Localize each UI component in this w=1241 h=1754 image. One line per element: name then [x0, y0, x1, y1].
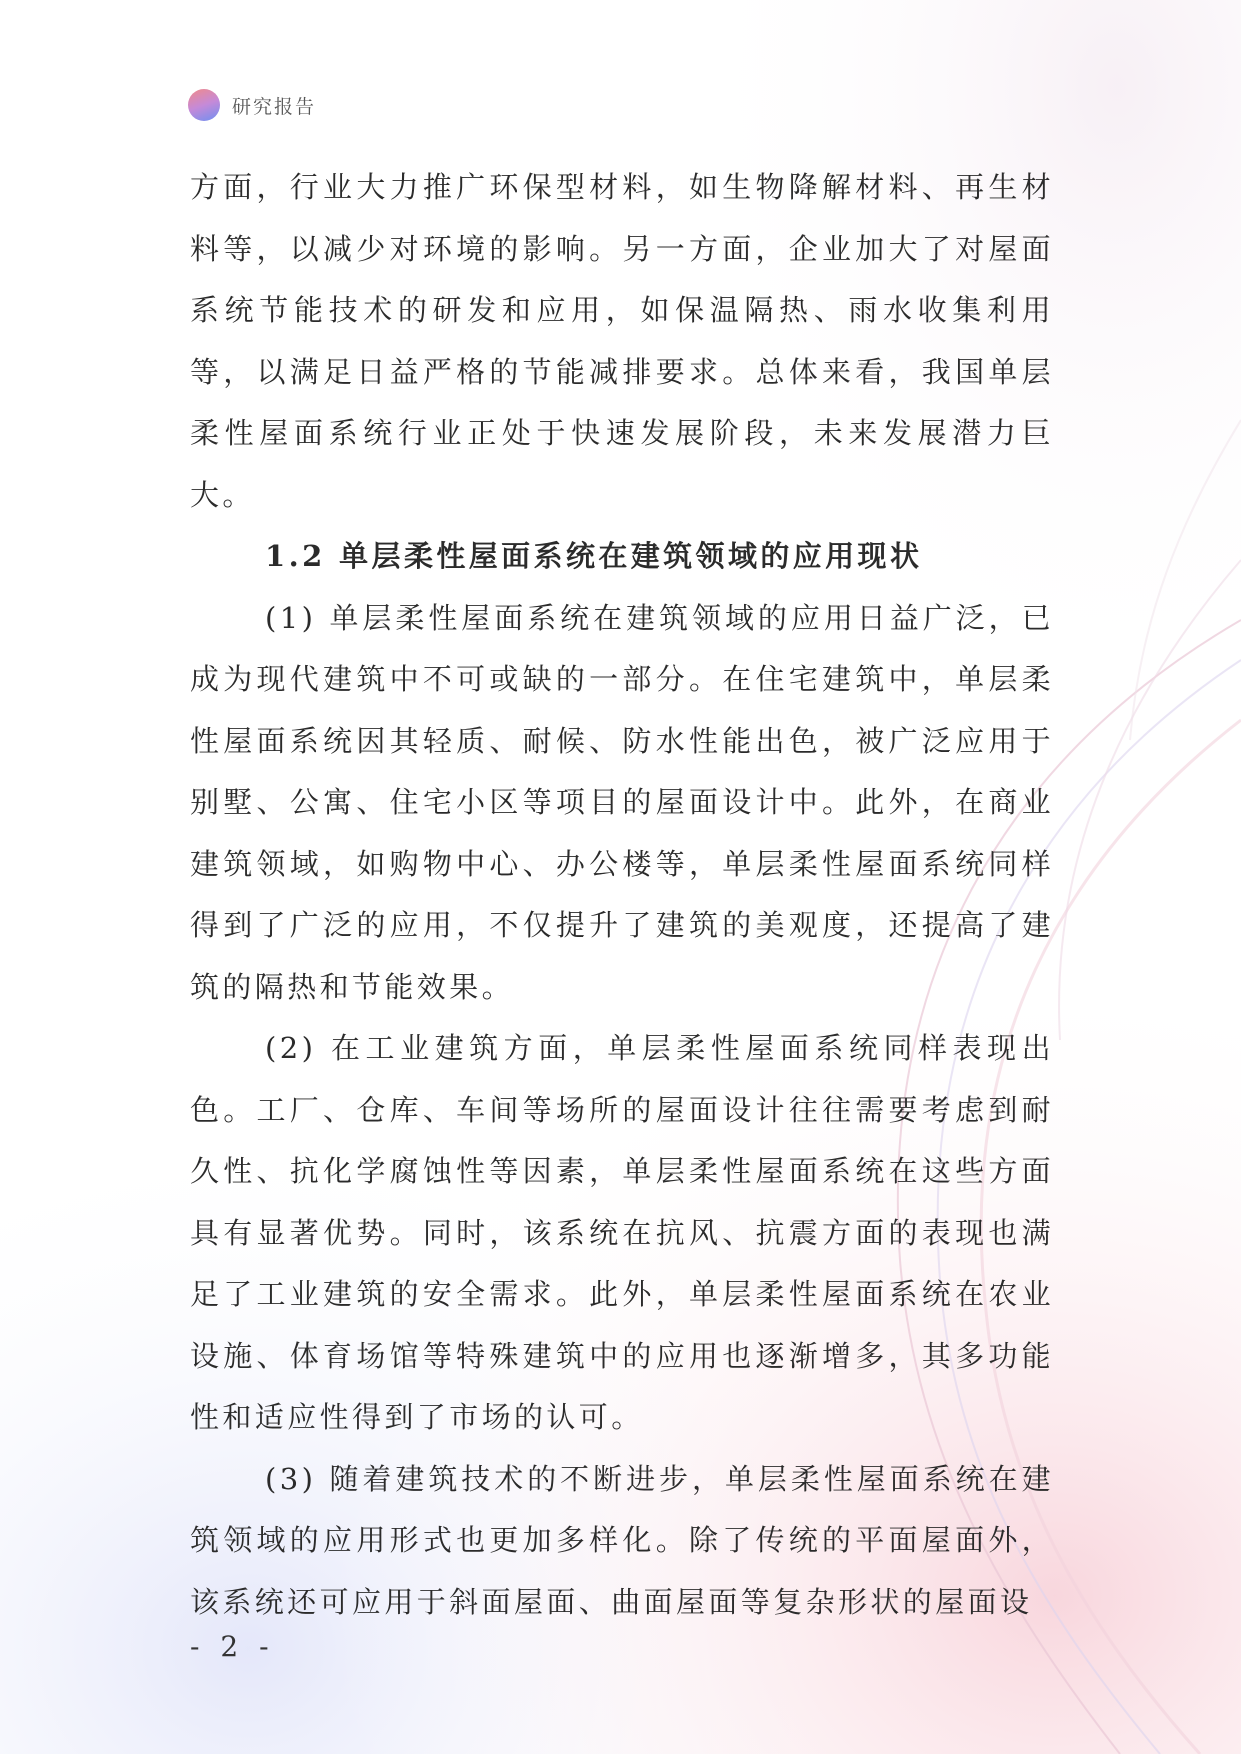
paragraph-1: (1) 单层柔性屋面系统在建筑领域的应用日益广泛，已成为现代建筑中不可或缺的一部分。在住宅建筑中，单层柔性屋面系统因其轻质、耐候、防水性能出色，被广泛应用于别墅、公寓、住宅小区等项目的屋面设计中。此外，在商业建筑领域，如购物中心、办公楼等，单层柔性屋面系统同样得到了广泛的应用，不仅提升了建筑的美观度，还提高了建筑的隔热和节能效果。 [190, 600, 1054, 1004]
section-heading: 1.2 单层柔性屋面系统在建筑领域的应用现状 [265, 539, 923, 573]
paragraph-3: (3) 随着建筑技术的不断进步，单层柔性屋面系统在建筑领域的应用形式也更加多样化。除了传统的平面屋面外，该系统还可应用于斜面屋面、曲面屋面等复杂形状的屋面设 [190, 1461, 1054, 1619]
page-number: - 2 - [190, 1630, 275, 1663]
report-header [188, 88, 316, 122]
logo-icon [188, 89, 220, 121]
document-body [190, 157, 1054, 1633]
paragraph-continued: 方面，行业大力推广环保型材料，如生物降解材料、再生材料等，以减少对环境的影响。另一方面，企业加大了对屋面系统节能技术的研发和应用，如保温隔热、雨水收集利用等，以满足日益严格的节能减排要求。总体来看，我国单层柔性屋面系统行业正处于快速发展阶段，未来发展潜力巨大。 [190, 170, 1054, 512]
paragraph-2: (2) 在工业建筑方面，单层柔性屋面系统同样表现出色。工厂、仓库、车间等场所的屋面设计往往需要考虑到耐久性、抗化学腐蚀性等因素，单层柔性屋面系统在这些方面具有显著优势。同时，该系统在抗风、抗震方面的表现也满足了工业建筑的安全需求。此外，单层柔性屋面系统在农业设施、体育场馆等特殊建筑中的应用也逐渐增多，其多功能性和适应性得到了市场的认可。 [190, 1031, 1054, 1434]
header-title: 研究报告 [232, 95, 317, 118]
